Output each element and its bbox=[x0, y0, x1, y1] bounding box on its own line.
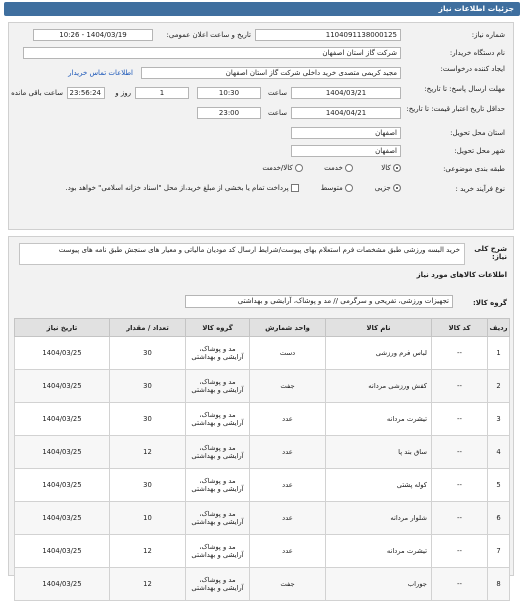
cell-code: -- bbox=[432, 436, 488, 469]
cell-row: 5 bbox=[488, 469, 510, 502]
cell-date: 1404/03/25 bbox=[15, 469, 110, 502]
days-label: روز و bbox=[115, 89, 131, 97]
cell-group: مد و پوشاک، آرایشی و بهداشتی bbox=[186, 403, 250, 436]
table-row[interactable] bbox=[15, 502, 510, 535]
cell-row: 6 bbox=[488, 502, 510, 535]
cell-date: 1404/03/25 bbox=[15, 403, 110, 436]
col-group: گروه کالا bbox=[186, 319, 250, 337]
description-label: شرح کلی نیاز: bbox=[474, 245, 507, 261]
cell-name: شلوار مردانه bbox=[326, 502, 432, 535]
cell-unit: عدد bbox=[250, 436, 326, 469]
category-service-option[interactable] bbox=[324, 164, 353, 172]
province-label: استان محل تحویل: bbox=[450, 129, 505, 137]
category-label: طبقه بندی موضوعی: bbox=[443, 165, 505, 173]
cell-code: -- bbox=[432, 502, 488, 535]
cell-name: تیشرت مردانه bbox=[326, 535, 432, 568]
treasury-note-option[interactable] bbox=[66, 184, 299, 192]
table-row[interactable] bbox=[15, 370, 510, 403]
cell-name: کفش ورزشی مردانه bbox=[326, 370, 432, 403]
cell-name: جوراب bbox=[326, 568, 432, 601]
creator-field[interactable]: مجید کریمی متصدی خرید داخلی شرکت گاز استان اصفهان bbox=[141, 67, 401, 79]
cell-unit: دست bbox=[250, 337, 326, 370]
cell-qty: 30 bbox=[110, 403, 186, 436]
process-minor-label: جزیی bbox=[374, 184, 391, 192]
days-field[interactable]: 1 bbox=[135, 87, 189, 99]
deadline-time-label: ساعت bbox=[267, 89, 287, 97]
cell-qty: 12 bbox=[110, 568, 186, 601]
remaining-time-field: 23:56:24 bbox=[67, 87, 105, 99]
col-date: تاریخ نیاز bbox=[15, 319, 110, 337]
cell-name: لباس فرم ورزشی bbox=[326, 337, 432, 370]
col-name: نام کالا bbox=[326, 319, 432, 337]
col-unit: واحد شمارش bbox=[250, 319, 326, 337]
category-goods-option[interactable] bbox=[381, 164, 401, 172]
cell-qty: 10 bbox=[110, 502, 186, 535]
radio-icon[interactable] bbox=[345, 164, 353, 172]
cell-name: ساق بند پا bbox=[326, 436, 432, 469]
cell-group: مد و پوشاک، آرایشی و بهداشتی bbox=[186, 535, 250, 568]
cell-qty: 12 bbox=[110, 436, 186, 469]
page-title: جزئیات اطلاعات نیاز bbox=[438, 4, 514, 13]
cell-date: 1404/03/25 bbox=[15, 535, 110, 568]
deadline-date-field[interactable]: 1404/03/21 bbox=[291, 87, 401, 99]
page-header bbox=[4, 2, 520, 16]
announce-label: تاریخ و ساعت اعلان عمومی: bbox=[166, 31, 251, 39]
buyer-label: نام دستگاه خریدار: bbox=[449, 49, 505, 57]
col-code: کد کالا bbox=[432, 319, 488, 337]
category-goods-service-option[interactable] bbox=[262, 164, 303, 172]
goods-section-title: اطلاعات کالاهای مورد نیاز bbox=[416, 271, 507, 279]
buyer-field[interactable]: شرکت گاز استان اصفهان bbox=[23, 47, 401, 59]
creator-label: ایجاد کننده درخواست: bbox=[440, 65, 505, 73]
cell-row: 2 bbox=[488, 370, 510, 403]
cell-row: 1 bbox=[488, 337, 510, 370]
treasury-note-label: پرداخت تمام یا بخشی از مبلغ خرید،از محل "اسناد خزانه اسلامی" خواهد بود. bbox=[65, 184, 289, 192]
city-field[interactable]: اصفهان bbox=[291, 145, 401, 157]
group-field[interactable]: تجهیزات ورزشی، تفریحی و سرگرمی // مد و پوشاک، آرایشی و بهداشتی bbox=[185, 295, 453, 308]
province-field[interactable]: اصفهان bbox=[291, 127, 401, 139]
cell-group: مد و پوشاک، آرایشی و بهداشتی bbox=[186, 370, 250, 403]
radio-icon[interactable] bbox=[393, 164, 401, 172]
cell-unit: جفت bbox=[250, 370, 326, 403]
cell-row: 4 bbox=[488, 436, 510, 469]
radio-icon[interactable] bbox=[345, 184, 353, 192]
process-minor-option[interactable] bbox=[375, 184, 401, 192]
validity-label: حداقل تاریخ اعتبار قیمت: تا تاریخ: bbox=[406, 105, 505, 113]
table-row[interactable] bbox=[15, 469, 510, 502]
announce-field[interactable]: 1404/03/19 - 10:26 bbox=[33, 29, 153, 41]
need-info-panel bbox=[8, 22, 514, 230]
cell-unit: عدد bbox=[250, 502, 326, 535]
need-number-label: شماره نیاز: bbox=[471, 31, 505, 39]
process-label: نوع فرآیند خرید : bbox=[455, 185, 505, 193]
cell-date: 1404/03/25 bbox=[15, 502, 110, 535]
cell-date: 1404/03/25 bbox=[15, 370, 110, 403]
cell-qty: 30 bbox=[110, 370, 186, 403]
cell-group: مد و پوشاک، آرایشی و بهداشتی bbox=[186, 337, 250, 370]
deadline-time-field[interactable]: 10:30 bbox=[197, 87, 261, 99]
cell-name: تیشرت مردانه bbox=[326, 403, 432, 436]
validity-date-field[interactable]: 1404/04/21 bbox=[291, 107, 401, 119]
cell-group: مد و پوشاک، آرایشی و بهداشتی bbox=[186, 568, 250, 601]
cell-row: 8 bbox=[488, 568, 510, 601]
contact-buyer-link[interactable]: اطلاعات تماس خریدار bbox=[68, 69, 133, 77]
radio-icon[interactable] bbox=[295, 164, 303, 172]
items-table bbox=[14, 318, 510, 601]
cell-unit: عدد bbox=[250, 535, 326, 568]
cell-date: 1404/03/25 bbox=[15, 436, 110, 469]
table-row[interactable] bbox=[15, 568, 510, 601]
need-number-field[interactable]: 1104091138000125 bbox=[255, 29, 401, 41]
cell-name: کوله پشتی bbox=[326, 469, 432, 502]
category-goods-label: کالا bbox=[381, 164, 391, 172]
radio-icon[interactable] bbox=[393, 184, 401, 192]
col-qty: تعداد / مقدار bbox=[110, 319, 186, 337]
col-row: ردیف bbox=[488, 319, 510, 337]
cell-qty: 30 bbox=[110, 469, 186, 502]
table-row[interactable] bbox=[15, 337, 510, 370]
table-row[interactable] bbox=[15, 403, 510, 436]
process-medium-label: متوسط bbox=[320, 184, 343, 192]
description-field[interactable]: خرید البسه ورزشی طبق مشخصات فرم استعلام بهای پیوست/شرایط ارسال کد مودیان مالیاتی و معیار های سنجش طبق نامه های پیوست bbox=[19, 243, 465, 265]
cell-group: مد و پوشاک، آرایشی و بهداشتی bbox=[186, 502, 250, 535]
cell-row: 7 bbox=[488, 535, 510, 568]
table-row[interactable] bbox=[15, 535, 510, 568]
cell-qty: 12 bbox=[110, 535, 186, 568]
cell-code: -- bbox=[432, 403, 488, 436]
cell-code: -- bbox=[432, 469, 488, 502]
cell-group: مد و پوشاک، آرایشی و بهداشتی bbox=[186, 436, 250, 469]
group-label: گروه کالا: bbox=[472, 299, 507, 307]
cell-date: 1404/03/25 bbox=[15, 568, 110, 601]
process-medium-option[interactable] bbox=[321, 184, 353, 192]
cell-group: مد و پوشاک، آرایشی و بهداشتی bbox=[186, 469, 250, 502]
city-label: شهر محل تحویل: bbox=[454, 147, 505, 155]
validity-time-label: ساعت bbox=[267, 109, 287, 117]
table-header-row bbox=[15, 319, 510, 337]
cell-code: -- bbox=[432, 535, 488, 568]
cell-unit: عدد bbox=[250, 403, 326, 436]
cell-code: -- bbox=[432, 337, 488, 370]
validity-time-field[interactable]: 23:00 bbox=[197, 107, 261, 119]
cell-unit: جفت bbox=[250, 568, 326, 601]
cell-unit: عدد bbox=[250, 469, 326, 502]
cell-qty: 30 bbox=[110, 337, 186, 370]
category-goods-service-label: کالا/خدمت bbox=[262, 164, 293, 172]
cell-code: -- bbox=[432, 370, 488, 403]
table-row[interactable] bbox=[15, 436, 510, 469]
checkbox-icon[interactable] bbox=[291, 184, 299, 192]
deadline-label: مهلت ارسال پاسخ: تا تاریخ: bbox=[424, 85, 505, 93]
cell-code: -- bbox=[432, 568, 488, 601]
remaining-label: ساعت باقی مانده bbox=[11, 89, 63, 97]
category-service-label: خدمت bbox=[324, 164, 343, 172]
cell-date: 1404/03/25 bbox=[15, 337, 110, 370]
cell-row: 3 bbox=[488, 403, 510, 436]
